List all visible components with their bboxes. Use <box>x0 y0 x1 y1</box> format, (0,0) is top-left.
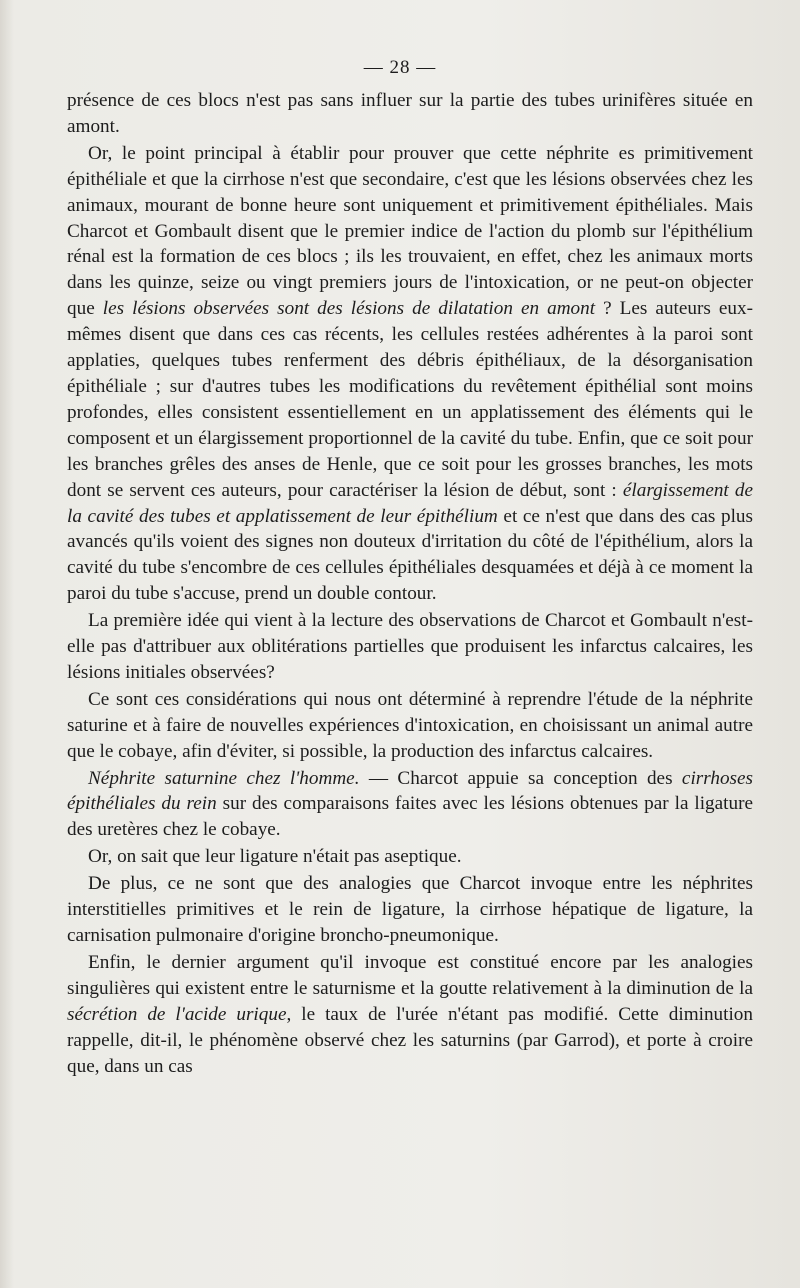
paragraph-text: , le taux de l'urée n'étant pas modifié. Cette diminution rappelle, dit-il, le phénomène observé chez les saturnins (par Garrod), et porte à croire que, dans un cas <box>67 1003 753 1077</box>
paragraph <box>67 88 753 140</box>
paragraph-text: Ce sont ces considérations qui nous ont déterminé à reprendre l'étude de la néphrite saturine et à faire de nouvelles expériences d'intoxication, en choisissant un animal autre que le cobaye, afin d'éviter, si possible, la production des infarctus calcaires. <box>67 688 753 762</box>
italic-text: cirrhoses épithéliales du rein <box>67 767 753 815</box>
paragraph <box>67 608 753 686</box>
paragraph <box>67 871 753 949</box>
paragraph-text: Or, le point principal à établir pour prouver que cette néphrite es primitivement épithéliale et que la cirrhose n'est que secondaire, c'est que les lésions observées chez les animaux, mourant de bonne heure sont uniquement et primitivement épithéliales. Mais Charcot et Gombault disent que le premier indice de l'action du plomb sur l'épithélium rénal est la formation de ces blocs ; ils les trouvaient, en effet, chez les animaux morts dans les quinze, seize ou vingt premiers jours de l'intoxication, or ne peut-on objecter que <box>67 142 753 320</box>
paragraph-text: et ce n'est que dans des cas plus avancés qu'ils voient des signes non douteux d'irritation du côté de l'épithélium, alors la cavité du tube s'encombre de ces cellules épithéliales desquamées et déjà à ce moment la paroi du tube s'accuse, prend un double contour. <box>67 505 753 605</box>
paragraph-text: ? Les auteurs eux-mêmes disent que dans ces cas récents, les cellules restées adhérentes à la paroi sont applaties, quelques tubes renferment des débris épithéliaux, de la désorganisation épithéliale ; sur d'autres tubes les modifications du revêtement épithélial sont moins profondes, elles consistent essentiellement en un applatissement des éléments qui le composent et un élargissement proportionnel de la cavité du tube. Enfin, que ce soit pour les branches grêles des anses de Henle, que ce soit pour les grosses branches, les mots dont se servent ces auteurs, pour caractériser la lésion de début, sont : <box>67 298 753 501</box>
paragraph-text: présence de ces blocs n'est pas sans influer sur la partie des tubes urinifères située en amont. <box>67 90 753 137</box>
paragraph <box>67 844 753 870</box>
body-text <box>67 88 753 1079</box>
paragraph-text: La première idée qui vient à la lecture des observations de Charcot et Gombault n'est-elle pas d'attribuer aux oblitérations partielles que produisent les infarctus calcaires, les lésions initiales observées? <box>67 610 753 683</box>
paragraph-text: Enfin, le dernier argument qu'il invoque est constitué encore par les analogies singulières qui existent entre le saturnisme et la goutte relativement à la diminution de la <box>67 951 753 999</box>
paragraph <box>67 141 753 607</box>
paragraph-text: De plus, ce ne sont que des analogies que Charcot invoque entre les néphrites interstitielles primitives et le rein de ligature, la cirrhose hépatique de ligature, la carnisation pulmonaire d'origine broncho-pneumonique. <box>67 873 753 946</box>
paragraph-text: sur des comparaisons faites avec les lésions obtenues par la ligature des uretères chez le cobaye. <box>67 793 753 841</box>
italic-text: les lésions observées sont des lésions de dilatation en amont <box>102 298 596 320</box>
paragraph-text: — Charcot appuie sa conception des <box>359 767 682 789</box>
paragraph-text: Or, on sait que leur ligature n'était pas aseptique. <box>88 846 462 868</box>
page-number: — 28 — <box>363 57 437 78</box>
italic-text: sécrétion de l'acide urique <box>67 1003 287 1025</box>
paragraph <box>67 950 753 1080</box>
paragraph <box>67 766 753 844</box>
paragraph <box>67 687 753 765</box>
italic-text: Néphrite saturnine chez l'homme. <box>88 767 360 789</box>
italic-text: élargissement de la cavité des tubes et applatissement de leur épithélium <box>67 479 753 527</box>
